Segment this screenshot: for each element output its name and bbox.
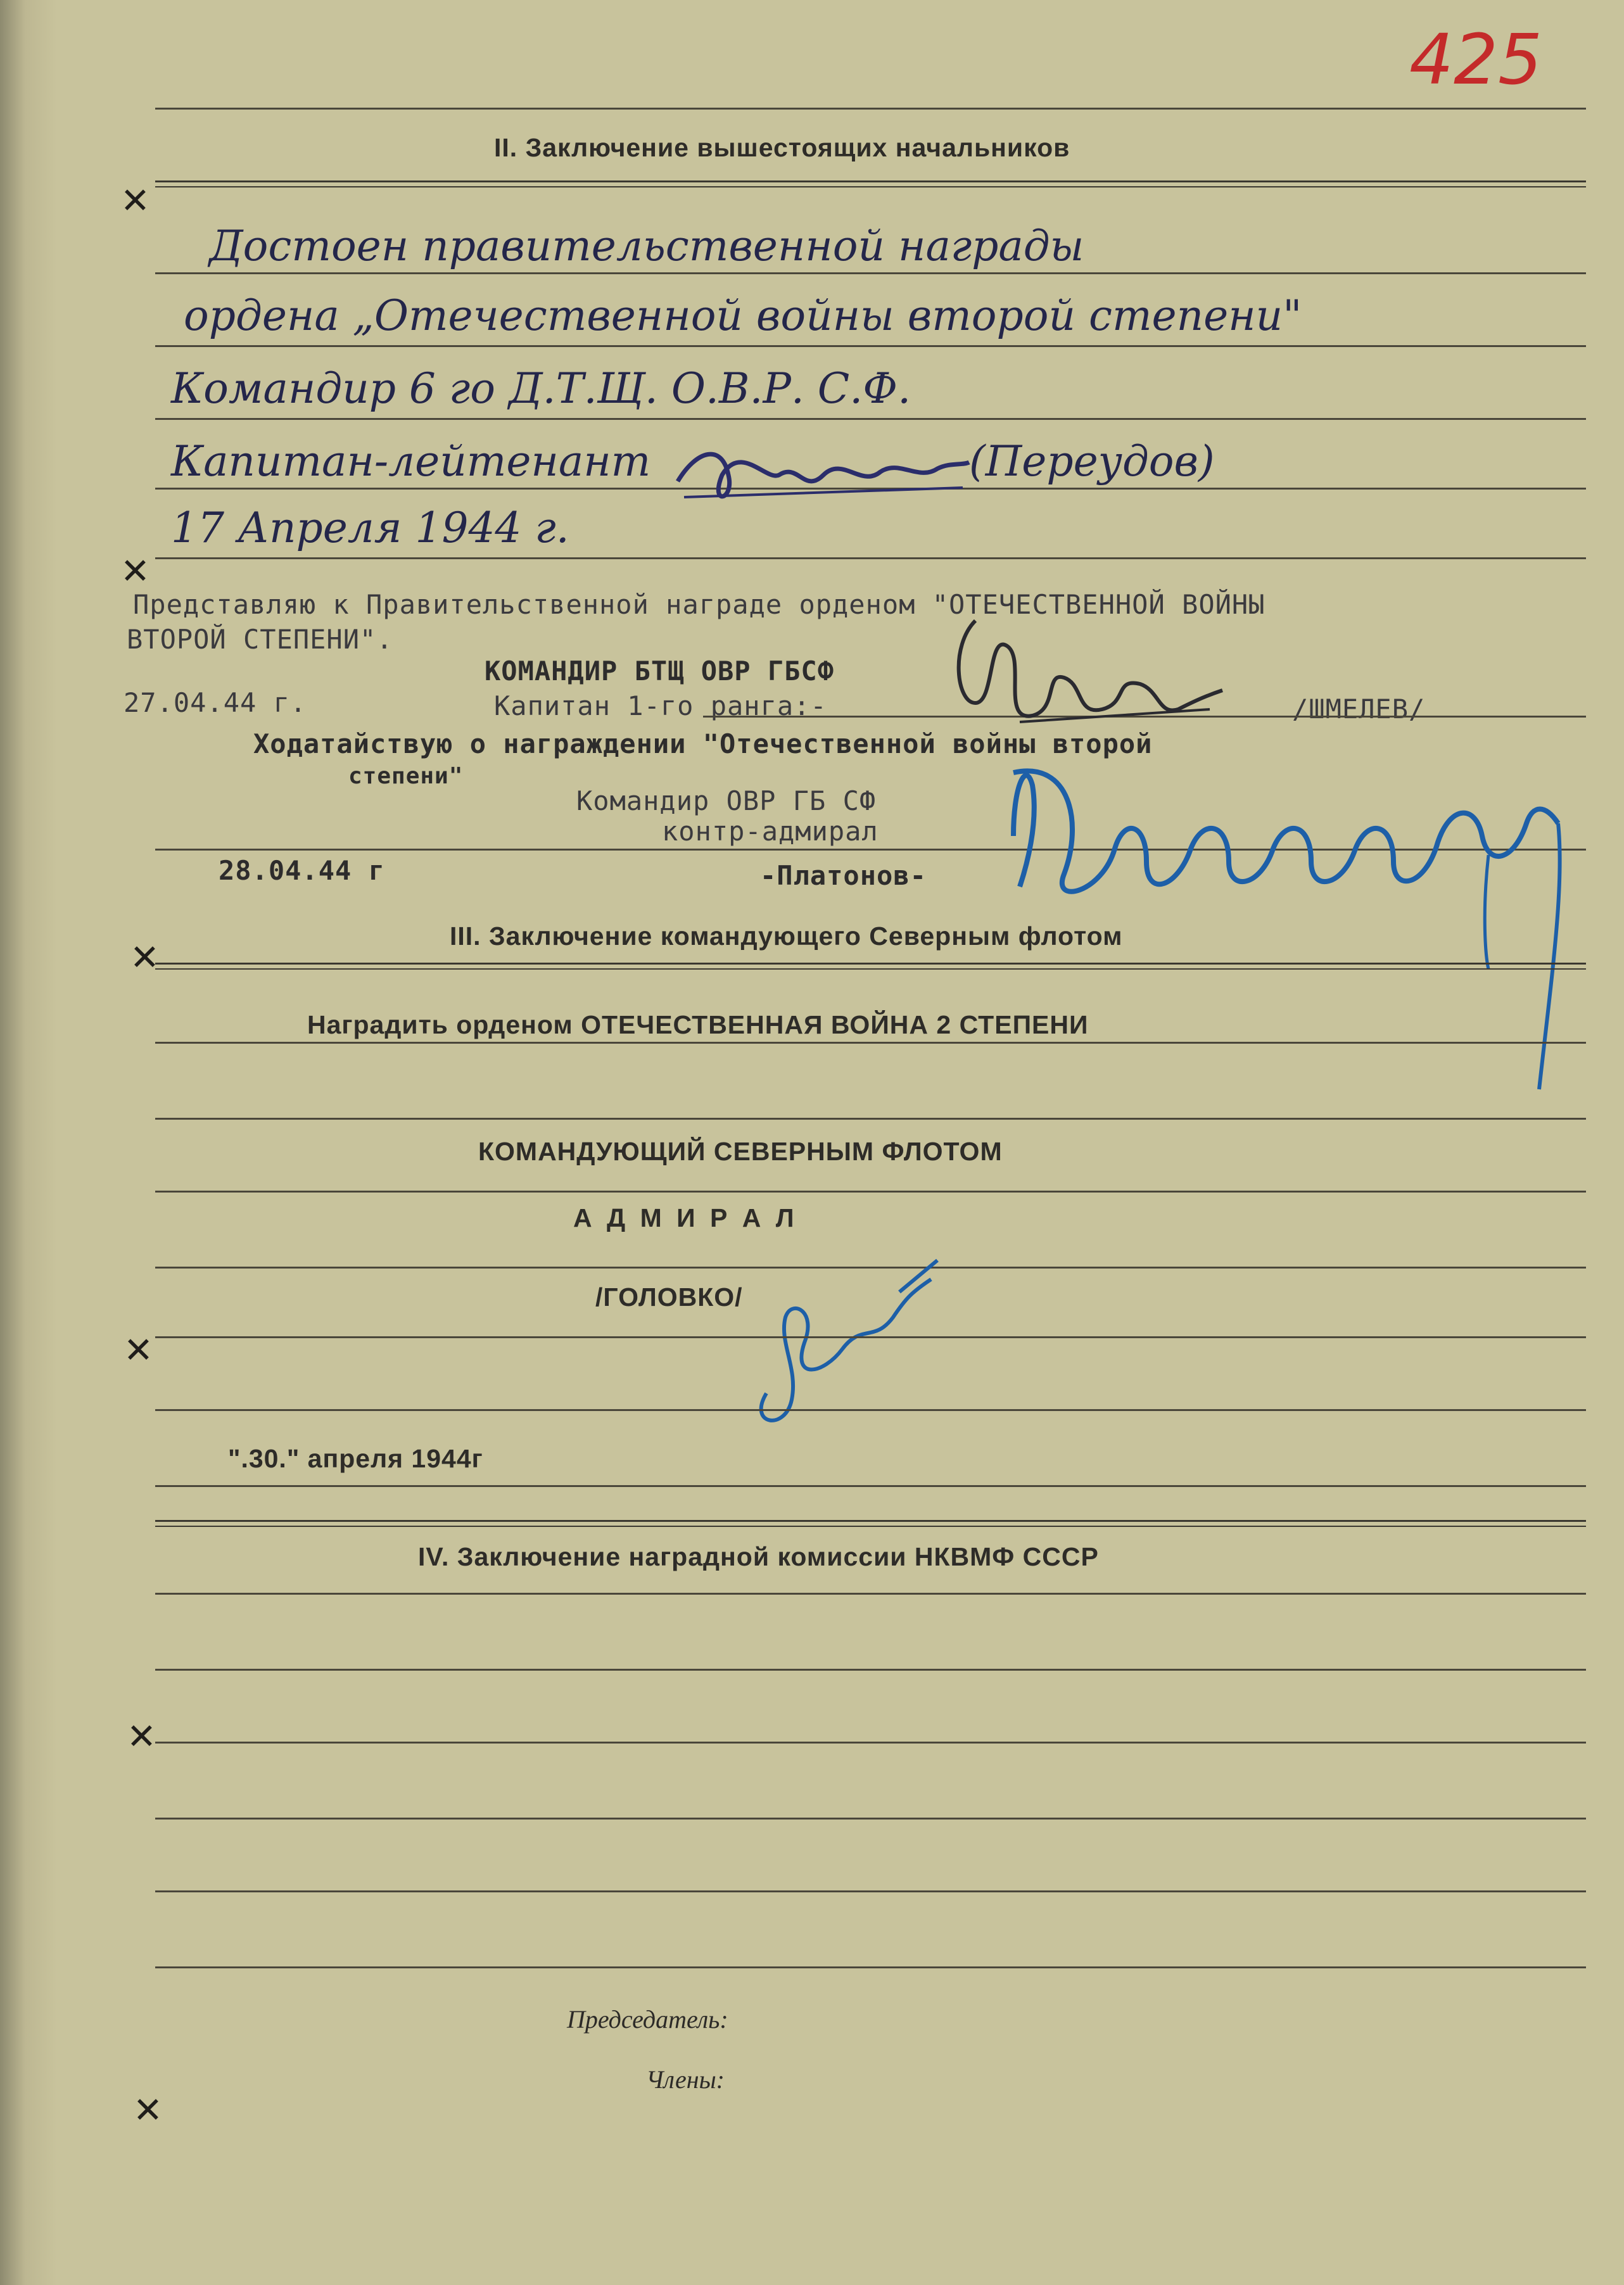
commander-title: КОМАНДУЮЩИЙ СЕВЕРНЫМ ФЛОТОМ bbox=[478, 1137, 1003, 1166]
rule bbox=[155, 108, 1586, 110]
typed-commander-ovr: Командир ОВР ГБ СФ bbox=[576, 785, 877, 816]
rule bbox=[155, 1485, 1586, 1487]
typed-line-2: ВТОРОЙ СТЕПЕНИ". bbox=[127, 624, 393, 655]
typed-title-btsh: КОМАНДИР БТЩ ОВР ГБСФ bbox=[485, 655, 835, 687]
typed-line-petition: Ходатайствую о награждении "Отечественной войны второй bbox=[253, 728, 1153, 759]
rule-double bbox=[155, 1520, 1586, 1522]
rule bbox=[155, 1042, 1586, 1044]
typed-line-degree: степени" bbox=[348, 763, 464, 789]
rule bbox=[155, 418, 1586, 420]
rule bbox=[155, 1742, 1586, 1744]
pin-mark: ✕ bbox=[120, 551, 150, 592]
rule bbox=[155, 557, 1586, 559]
rule bbox=[155, 1593, 1586, 1595]
handwritten-line-4: Капитан-лейтенант bbox=[171, 437, 651, 486]
handwritten-line-2: ордена „Отечественной войны второй степени" bbox=[184, 291, 1302, 340]
typed-date-1: 27.04.44 г. bbox=[124, 687, 307, 718]
signature-golovko bbox=[747, 1248, 975, 1450]
rule bbox=[155, 1966, 1586, 1968]
commander-name: /ГОЛОВКО/ bbox=[595, 1282, 743, 1312]
rule bbox=[155, 1409, 1586, 1411]
rule bbox=[155, 1118, 1586, 1120]
handwritten-line-3: Командир 6 го Д.Т.Щ. О.В.Р. С.Ф. bbox=[171, 364, 911, 413]
handwritten-name-pereudov: (Переудов) bbox=[969, 437, 1215, 486]
award-decision: Наградить орденом ОТЕЧЕСТВЕННАЯ ВОЙНА 2 СТЕПЕНИ bbox=[307, 1010, 1089, 1039]
rule bbox=[155, 1191, 1586, 1193]
pin-mark: ✕ bbox=[127, 1716, 156, 1757]
signature-shmelev bbox=[937, 608, 1235, 747]
rule bbox=[155, 1336, 1586, 1338]
signature-pereudov bbox=[671, 437, 975, 519]
admiral-rank: А Д М И Р А Л bbox=[573, 1203, 798, 1232]
pin-mark: ✕ bbox=[130, 937, 160, 978]
handwritten-line-1: Достоен правительственной награды bbox=[209, 222, 1084, 270]
typed-rank-rear-admiral: контр-адмирал bbox=[662, 816, 879, 847]
rule bbox=[155, 345, 1586, 347]
page-number: 425 bbox=[1409, 19, 1542, 100]
members-label: Члены: bbox=[646, 2065, 725, 2094]
pin-mark: ✕ bbox=[120, 180, 150, 222]
pin-mark: ✕ bbox=[133, 2090, 163, 2131]
typed-name-shmelev: /ШМЕЛЕВ/ bbox=[1292, 693, 1426, 725]
rule bbox=[155, 1818, 1586, 1820]
chairman-label: Председатель: bbox=[567, 2005, 728, 2034]
rule bbox=[155, 272, 1586, 274]
decision-date: ".30." апреля 1944г bbox=[228, 1444, 483, 1473]
typed-name-platonov: -Платонов- bbox=[760, 860, 927, 891]
typed-rank-captain: Капитан 1-го ранга:- bbox=[494, 690, 827, 721]
section-3-title: III. Заключение командующего Северным флотом bbox=[450, 921, 1123, 951]
handwritten-date: 17 Апреля 1944 г. bbox=[171, 503, 569, 552]
section-4-title: IV. Заключение наградной комиссии НКВМФ СССР bbox=[418, 1542, 1099, 1571]
typed-line-1: Представляю к Правительственной награде орденом "ОТЕЧЕСТВЕННОЙ ВОЙНЫ bbox=[133, 589, 1266, 620]
binding-edge bbox=[0, 0, 57, 2285]
rule bbox=[155, 1669, 1586, 1671]
pin-mark: ✕ bbox=[124, 1330, 153, 1371]
rule-double bbox=[155, 180, 1586, 182]
section-2-title: II. Заключение вышестоящих начальников bbox=[494, 133, 1070, 162]
rule bbox=[155, 1890, 1586, 1892]
rule-double bbox=[155, 963, 1586, 965]
typed-date-2: 28.04.44 г bbox=[219, 855, 385, 886]
